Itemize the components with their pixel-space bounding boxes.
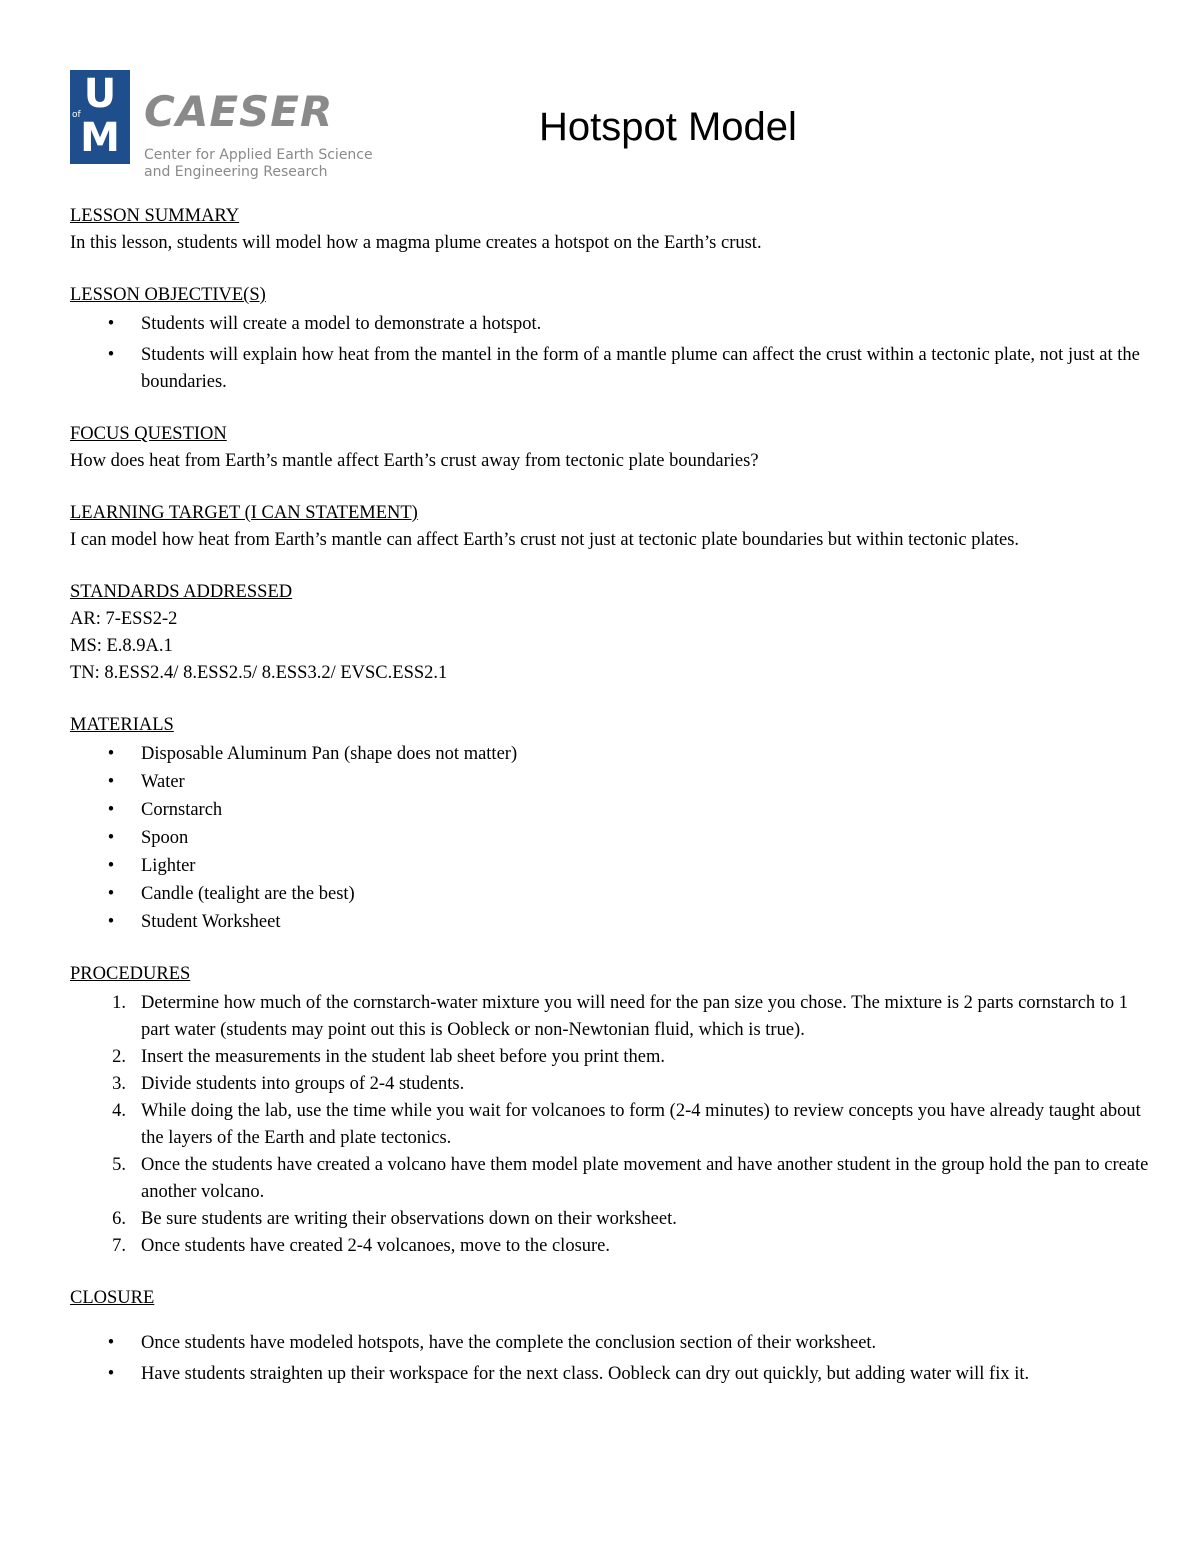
list-item	[70, 741, 1150, 768]
step-number: 6.	[112, 1209, 126, 1229]
list-item	[70, 1152, 1150, 1206]
bullet-icon: •	[107, 772, 115, 792]
bullet-icon: •	[107, 1364, 115, 1384]
list-item-text: While doing the lab, use the time while you wait for volcanoes to form (2-4 minutes) to review concepts you have already taught about the layers of the Earth and plate tectonics.	[141, 1101, 1141, 1148]
logo-name: CAESER	[144, 87, 334, 136]
procedures-list	[70, 990, 1150, 1260]
list-item-text: Cornstarch	[141, 800, 223, 820]
bullet-icon: •	[107, 744, 115, 764]
list-item	[70, 853, 1150, 880]
list-item-text: Once students have created 2-4 volcanoes, move to the closure.	[141, 1236, 611, 1256]
lesson-content	[70, 203, 1150, 1413]
materials-heading: MATERIALS	[70, 715, 174, 735]
logo-letter-u: U	[83, 71, 117, 117]
target-heading: LEARNING TARGET (I CAN STATEMENT)	[70, 503, 418, 523]
list-item-text: Candle (tealight are the best)	[141, 884, 355, 904]
list-item	[70, 1044, 1150, 1071]
focus-text: How does heat from Earth’s mantle affect Earth’s crust away from tectonic plate boundaries?	[70, 451, 759, 471]
standards-heading: STANDARDS ADDRESSED	[70, 582, 293, 602]
list-item-text: Divide students into groups of 2-4 students.	[141, 1074, 465, 1094]
focus-section	[70, 421, 1150, 475]
list-item	[70, 909, 1150, 936]
bullet-icon: •	[107, 314, 115, 334]
list-item-text: Have students straighten up their workspace for the next class. Oobleck can dry out quickly, but adding water will fix it.	[141, 1364, 1030, 1384]
summary-section	[70, 203, 1150, 257]
logo-tagline-line-1: Center for Applied Earth Science	[144, 147, 373, 163]
list-item	[70, 1361, 1150, 1388]
step-number: 2.	[112, 1047, 126, 1067]
list-item-text: Once the students have created a volcano have them model plate movement and have another student in the group hold the pan to create another volcano.	[141, 1155, 1149, 1202]
list-item-text: Once students have modeled hotspots, have the complete the conclusion section of their worksheet.	[141, 1333, 877, 1353]
list-item-text: Student Worksheet	[141, 912, 281, 932]
logo-word-of: of	[72, 110, 81, 120]
materials-section	[70, 712, 1150, 936]
list-item	[70, 342, 1150, 396]
standard-line: MS: E.8.9A.1	[70, 636, 173, 656]
step-number: 5.	[112, 1155, 126, 1175]
list-item-text: Students will explain how heat from the mantel in the form of a mantle plume can affect the crust within a tectonic plate, not just at the boundaries.	[141, 345, 1140, 392]
target-text: I can model how heat from Earth’s mantle can affect Earth’s crust not just at tectonic plate boundaries but within tectonic plates.	[70, 530, 1020, 550]
summary-heading: LESSON SUMMARY	[70, 206, 240, 226]
focus-heading: FOCUS QUESTION	[70, 424, 227, 444]
closure-list	[70, 1330, 1150, 1388]
list-item-text: Determine how much of the cornstarch-water mixture you will need for the pan size you chose. The mixture is 2 parts cornstarch to 1 part water (students may point out this is Oobleck or non-Newtonian fluid, which is true).	[141, 993, 1129, 1040]
logo-tagline-line-2: and Engineering Research	[144, 164, 328, 180]
step-number: 7.	[112, 1236, 126, 1256]
list-item	[70, 1206, 1150, 1233]
list-item	[70, 990, 1150, 1044]
list-item	[70, 881, 1150, 908]
step-number: 3.	[112, 1074, 126, 1094]
objectives-list	[70, 311, 1150, 396]
list-item	[70, 797, 1150, 824]
list-item	[70, 1098, 1150, 1152]
list-item-text: Water	[141, 772, 185, 792]
closure-section	[70, 1285, 1150, 1388]
caeser-logo	[70, 70, 373, 182]
list-item	[70, 1330, 1150, 1357]
list-item-text: Disposable Aluminum Pan (shape does not matter)	[141, 744, 518, 764]
materials-list	[70, 741, 1150, 936]
list-item-text: Insert the measurements in the student lab sheet before you print them.	[141, 1047, 666, 1067]
list-item	[70, 311, 1150, 338]
step-number: 1.	[112, 993, 126, 1013]
summary-text: In this lesson, students will model how a magma plume creates a hotspot on the Earth’s crust.	[70, 233, 762, 253]
list-item-text: Students will create a model to demonstrate a hotspot.	[141, 314, 542, 334]
closure-heading: CLOSURE	[70, 1288, 155, 1308]
bullet-icon: •	[107, 1333, 115, 1353]
bullet-icon: •	[107, 856, 115, 876]
um-logo-mark	[70, 70, 130, 164]
list-item	[70, 1071, 1150, 1098]
logo-letter-m: M	[80, 115, 120, 161]
objectives-section	[70, 282, 1150, 396]
list-item-text: Be sure students are writing their observations down on their worksheet.	[141, 1209, 677, 1229]
logo-tagline	[144, 147, 374, 181]
list-item	[70, 825, 1150, 852]
list-item	[70, 769, 1150, 796]
bullet-icon: •	[107, 828, 115, 848]
objectives-heading: LESSON OBJECTIVE(S)	[70, 285, 266, 305]
procedures-section	[70, 961, 1150, 1260]
bullet-icon: •	[107, 912, 115, 932]
bullet-icon: •	[107, 800, 115, 820]
bullet-icon: •	[107, 345, 115, 365]
bullet-icon: •	[107, 884, 115, 904]
step-number: 4.	[112, 1101, 126, 1121]
standard-line: AR: 7-ESS2-2	[70, 609, 178, 629]
standard-line: TN: 8.ESS2.4/ 8.ESS2.5/ 8.ESS3.2/ EVSC.ESS2.1	[70, 663, 448, 683]
list-item-text: Lighter	[141, 856, 196, 876]
page-title: Hotspot Model	[539, 105, 797, 149]
procedures-heading: PROCEDURES	[70, 964, 191, 984]
standards-section	[70, 579, 1150, 687]
list-item-text: Spoon	[141, 828, 189, 848]
target-section	[70, 500, 1150, 554]
list-item	[70, 1233, 1150, 1260]
